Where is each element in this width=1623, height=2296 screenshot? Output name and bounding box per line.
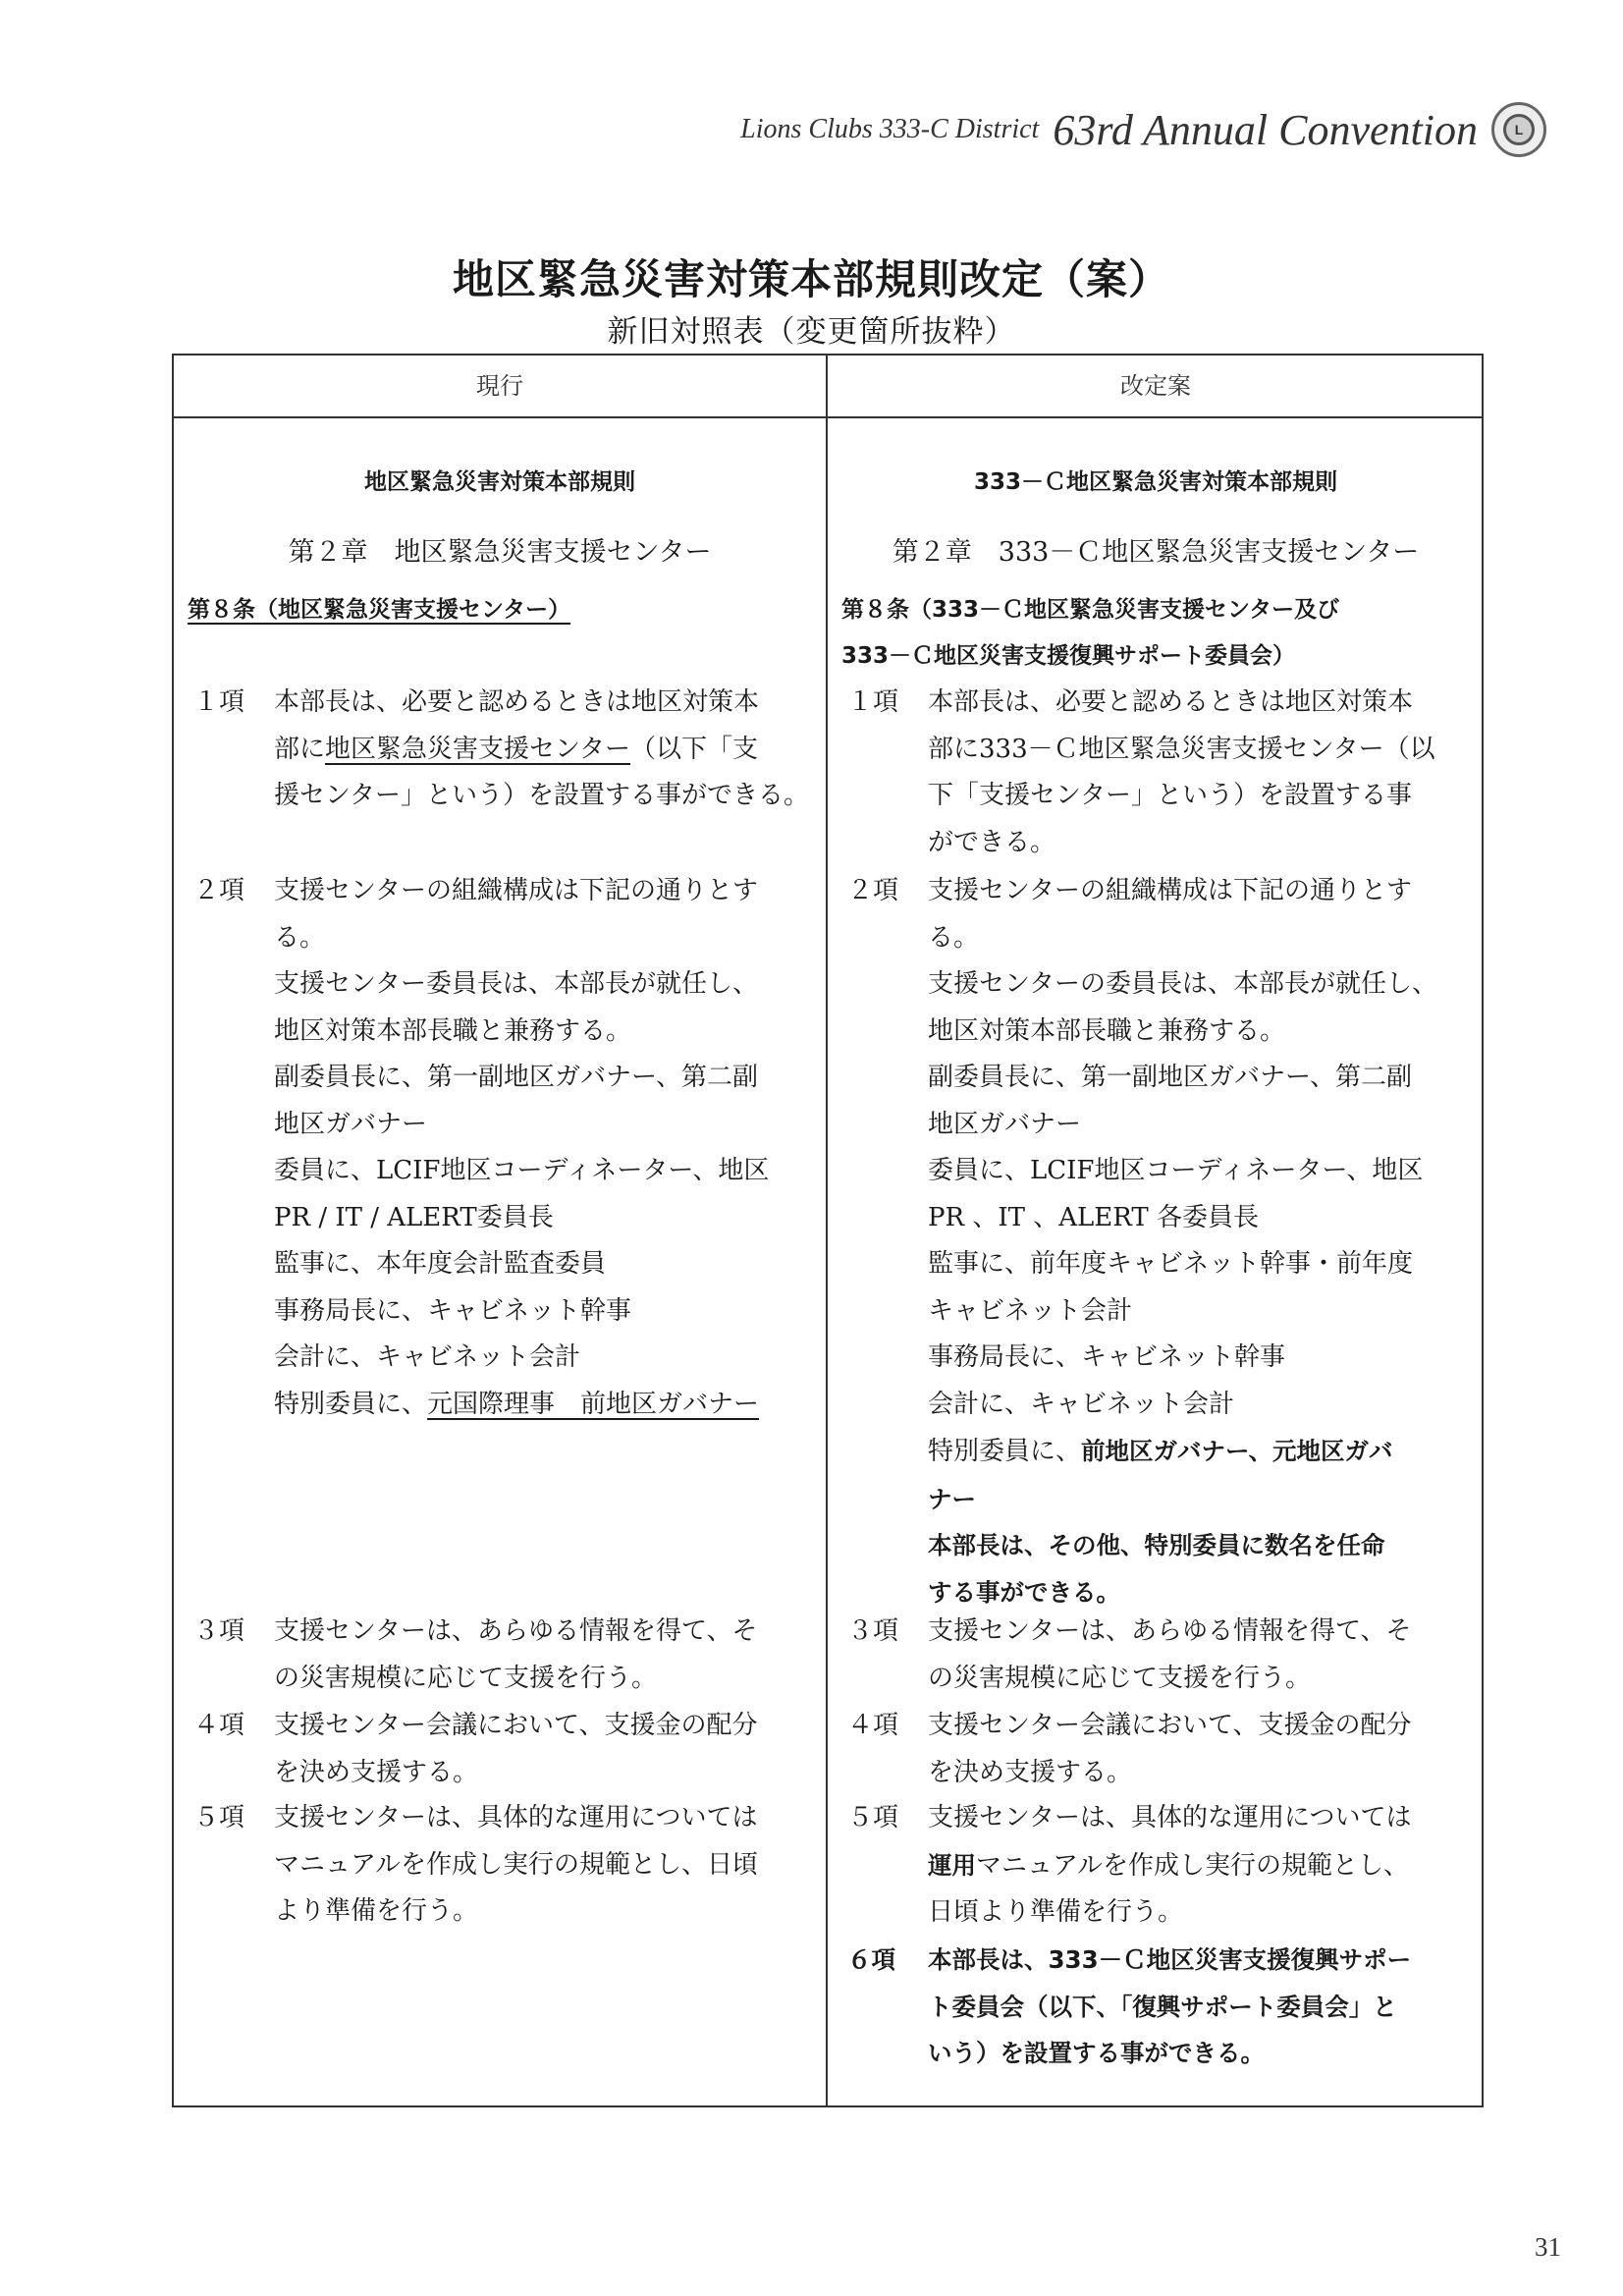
revised-item-1-line: ができる。 [928,827,1056,857]
current-item-2-line: 地区対策本部長職と兼務する。 [274,1015,632,1046]
revised-item-4-number: ４項 [847,1711,899,1740]
revised-item-5-line-part: マニュアルを作成し実行の規範とし、 [976,1850,1409,1881]
current-item-3 [193,1609,757,1702]
revised-item-1-line: 下「支援センター」という）を設置する事 [928,781,1412,810]
revised-item-6-line: ト委員会（以下、「復興サポート委員会」と [928,1992,1397,2021]
revised-article-line: 第８条（333－Ｃ地区緊急災害支援センター及び [841,597,1340,623]
current-item-1-line: 本部長は、必要と認めるときは地区対策本 [274,687,760,717]
revised-chapter: 第２章 333－Ｃ地区緊急災害支援センター [892,537,1420,568]
current-item-2-line [274,1382,769,1429]
current-chapter: 第２章 地区緊急災害支援センター [288,537,712,568]
header-convention-text: 63rd Annual Convention [1053,105,1478,154]
revised-item-2-line [928,1428,1437,1476]
current-item-3-line: 支援センターは、あらゆる情報を得て、そ [274,1616,758,1646]
revised-item-2-line: 委員に、LCIF地区コーディネーター、地区 [928,1156,1424,1185]
current-item-2-line: 副委員長に、第一副地区ガバナー、第二副 [274,1063,758,1092]
page-number: 31 [1535,2232,1561,2262]
revised-item-1-number: １項 [847,687,899,717]
current-article-title: （地区緊急災害支援センター） [255,597,571,623]
comparison-table [172,354,1484,2107]
current-column [174,418,826,2105]
current-item-1-line-part: （以下「支 [629,734,758,764]
current-item-4-number: ４項 [193,1711,245,1740]
current-item-2-line: PR / IT / ALERT委員長 [274,1202,554,1232]
revised-item-1-line: 本部長は、必要と認めるときは地区対策本 [928,687,1414,717]
current-article-prefix: 第８条 [188,597,255,623]
revised-item-3-line: 支援センターは、あらゆる情報を得て、そ [928,1616,1412,1646]
current-item-5-line: マニュアルを作成し実行の規範とし、日頃 [274,1849,758,1880]
current-item-2-line: 地区ガバナー [274,1109,428,1139]
revised-item-2-line: 支援センターの委員長は、本部長が就任し、 [928,969,1437,999]
current-item-4-line: を決め支援する。 [274,1757,479,1787]
current-item-1-underlined-text: 地区緊急災害支援センター [325,734,630,764]
current-item-2-number: ２項 [193,876,245,905]
revised-item-6 [847,1937,1411,2077]
revised-item-2-line: キャビネット会計 [928,1295,1133,1326]
revised-item-1 [847,680,1435,866]
revised-article-heading [841,587,1339,680]
current-item-2-line: 委員に、LCIF地区コーディネーター、地区 [274,1156,770,1185]
current-item-2-line: 会計に、キャビネット会計 [274,1342,581,1372]
revised-rule-name: 333－Ｃ地区緊急災害対策本部規則 [973,469,1337,495]
revised-item-2-line: 事務局長に、キャビネット幹事 [928,1342,1286,1372]
page-title: 地区緊急災害対策本部規則改定（案） [452,255,1170,303]
revised-item-5-line: 支援センターは、具体的な運用については [928,1803,1412,1832]
column-header-current: 現行 [476,372,523,400]
revised-item-4-line: 支援センター会議において、支援金の配分 [928,1711,1412,1740]
current-item-2-line: 監事に、本年度会計監査委員 [274,1249,607,1279]
current-item-4 [193,1703,757,1796]
revised-item-1-line: 部に333－Ｃ地区緊急災害支援センター（以 [928,734,1435,764]
current-item-2-line: 支援センターの組織構成は下記の通りとす [274,876,758,905]
revised-item-2-line: 地区ガバナー [928,1109,1082,1139]
current-item-5-number: ５項 [193,1803,245,1832]
current-item-1-number: １項 [193,687,245,717]
revised-item-6-line: いう）を設置する事ができる。 [928,2039,1265,2067]
column-header-revised: 改定案 [1120,372,1191,400]
current-item-1-line-part: 部に [274,734,326,764]
current-item-5 [193,1795,758,1936]
revised-item-2-bold-line: 本部長は、その他、特別委員に数名を任命 [928,1531,1385,1559]
revised-item-5 [847,1795,1411,1937]
revised-article-line: 333－Ｃ地区災害支援復興サポート委員会） [841,643,1296,669]
revised-item-2-line: 監事に、前年度キャビネット幹事・前年度 [928,1249,1414,1279]
current-item-2-underlined-text: 元国際理事 前地区ガバナー [427,1389,760,1419]
current-item-1-line [274,727,809,774]
revised-item-2-bold-text: 前地区ガバナー、元地区ガバ [1081,1437,1393,1465]
revised-item-5-number: ５項 [847,1803,899,1832]
revised-item-2-bold-line: する事ができる。 [928,1577,1120,1607]
current-item-2-line-part: 特別委員に、 [274,1389,428,1419]
revised-item-6-number: ６項 [847,1945,895,1974]
lions-logo-icon [1491,102,1546,157]
revised-item-6-line: 本部長は、333－Ｃ地区災害支援復興サポー [928,1945,1412,1974]
revised-item-2-line: 支援センターの組織構成は下記の通りとす [928,876,1412,905]
lions-logo-letter: L [1503,114,1535,145]
revised-item-2-line: 副委員長に、第一副地区ガバナー、第二副 [928,1063,1412,1092]
revised-item-3-line: の災害規模に応じて支援を行う。 [928,1663,1312,1693]
page-subtitle: 新旧対照表（変更箇所抜粋） [607,314,1016,350]
current-item-1-line: 援センター」という）を設置する事ができる。 [274,781,809,810]
current-item-3-number: ３項 [193,1616,245,1646]
current-rule-name: 地区緊急災害対策本部規則 [364,469,635,495]
current-item-5-line: より準備を行う。 [274,1896,479,1926]
current-item-4-line: 支援センター会議において、支援金の配分 [274,1711,758,1740]
revised-item-3-number: ３項 [847,1616,899,1646]
revised-item-4-line: を決め支援する。 [928,1757,1133,1787]
revised-item-5-line [928,1842,1411,1890]
current-item-2-line: る。 [274,922,326,953]
revised-item-2-number: ２項 [847,876,899,905]
revised-column [828,418,1484,2105]
revised-item-2-line: PR 、IT 、ALERT 各委員長 [928,1202,1259,1232]
header-series-text: Lions Clubs 333-C District [740,114,1040,144]
revised-item-2-line-part: 特別委員に、 [928,1437,1082,1466]
current-item-3-line: の災害規模に応じて支援を行う。 [274,1663,658,1693]
revised-item-2-line: 地区対策本部長職と兼務する。 [928,1015,1286,1046]
revised-item-2 [847,868,1437,1615]
revised-item-5-bold-text: 運用 [928,1850,976,1880]
revised-item-2-line: る。 [928,922,980,953]
current-item-5-line: 支援センターは、具体的な運用については [274,1803,758,1832]
revised-item-5-line: 日頃より準備を行う。 [928,1897,1184,1927]
revised-item-2-bold-line: ナー [928,1484,976,1513]
revised-item-3 [847,1609,1411,1702]
current-item-1 [193,680,809,820]
current-item-2-line: 事務局長に、キャビネット幹事 [274,1295,632,1326]
revised-item-4 [847,1703,1411,1796]
current-item-2-line: 支援センター委員長は、本部長が就任し、 [274,969,758,999]
current-article-heading [188,587,570,633]
current-item-2 [193,868,769,1428]
running-header [740,102,1546,157]
revised-item-2-line: 会計に、キャビネット会計 [928,1389,1235,1419]
